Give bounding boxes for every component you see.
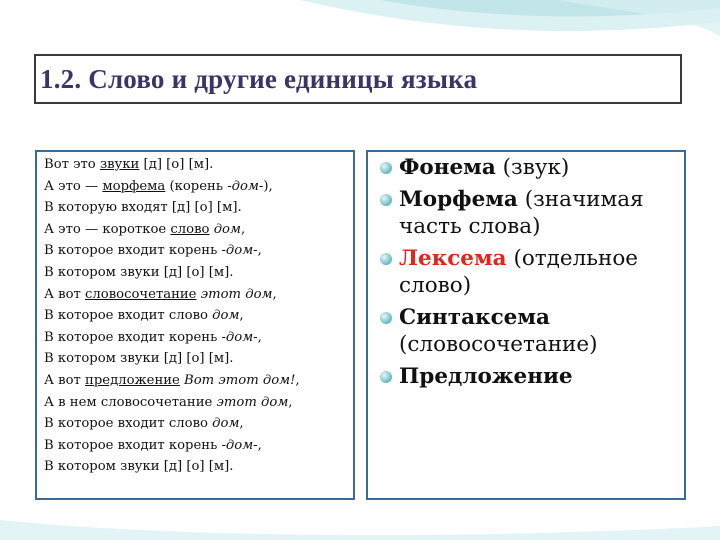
bullet-icon: [380, 253, 392, 265]
poem-line: [44, 305, 347, 327]
unit-item: [374, 186, 680, 240]
poem-tail: ,: [288, 394, 293, 410]
poem-pre: В котором звуки [д] [о] [м].: [44, 459, 234, 475]
unit-description: (звук): [495, 155, 570, 180]
poem-tail: ,: [239, 416, 244, 432]
poem-pre: В которое входит слово: [44, 416, 213, 432]
poem-pre: В которую входят [д] [о] [м].: [44, 200, 242, 216]
unit-term: Лексема: [399, 246, 507, 271]
poem-tail: ,: [257, 437, 262, 453]
poem-it: -дом-: [221, 243, 258, 259]
poem-u: морфема: [102, 178, 166, 194]
poem-lines: [44, 154, 347, 478]
bullet-icon: [380, 371, 392, 383]
units-list: [374, 154, 680, 390]
poem-box: [35, 150, 355, 500]
poem-tail: ,: [272, 286, 277, 302]
unit-term: Фонема: [399, 155, 496, 180]
poem-pre: А в нем словосочетание: [44, 394, 217, 410]
poem-it: -дом-: [221, 437, 258, 453]
poem-pre: А вот: [44, 286, 86, 302]
poem-tail: ,: [239, 308, 244, 324]
poem-line: [44, 262, 347, 284]
poem-pre: В котором звуки [д] [о] [м].: [44, 264, 234, 280]
poem-pre: В которое входит корень: [44, 243, 222, 259]
poem-post: (корень: [165, 178, 228, 194]
poem-pre: В котором звуки [д] [о] [м].: [44, 351, 234, 367]
poem-it: дом: [212, 308, 240, 324]
poem-tail: ,: [295, 372, 300, 388]
poem-line: [44, 413, 347, 435]
poem-line: [44, 176, 347, 198]
poem-tail: ,: [257, 329, 262, 345]
poem-it: -дом-: [227, 178, 264, 194]
poem-pre: А это —: [44, 178, 103, 194]
poem-u: слово: [170, 221, 210, 237]
poem-pre: А это — короткое: [44, 221, 171, 237]
unit-term: Синтаксема: [399, 305, 550, 330]
unit-term: Предложение: [399, 364, 573, 389]
poem-line: [44, 370, 347, 392]
poem-post: [д] [о] [м].: [139, 157, 214, 172]
units-box: [366, 150, 686, 500]
poem-it: -дом-: [221, 329, 258, 345]
poem-pre: В которое входит корень: [44, 329, 222, 345]
poem-line: [44, 219, 347, 241]
poem-line: [44, 240, 347, 262]
title-box: [34, 54, 682, 104]
unit-item: [374, 304, 680, 358]
poem-line: [44, 456, 347, 478]
poem-tail: ),: [263, 178, 273, 194]
poem-line: [44, 197, 347, 219]
poem-line: [44, 348, 347, 370]
poem-line: [44, 435, 347, 457]
poem-u: звуки: [99, 157, 140, 172]
poem-u: словосочетание: [85, 286, 197, 302]
poem-it: дом: [212, 416, 240, 432]
poem-line: [44, 327, 347, 349]
bullet-icon: [380, 312, 392, 324]
page-title: 1.2. Слово и другие единицы языка: [40, 63, 478, 94]
poem-pre: В которое входит корень: [44, 437, 222, 453]
bullet-icon: [380, 194, 392, 206]
poem-it: Вот этот дом!: [184, 372, 296, 388]
poem-pre: А вот: [44, 372, 86, 388]
poem-tail: ,: [257, 243, 262, 259]
poem-line: [44, 154, 347, 176]
poem-pre: В которое входит слово: [44, 308, 213, 324]
poem-it: дом: [213, 221, 241, 237]
poem-line: [44, 392, 347, 414]
unit-item: [374, 245, 680, 299]
poem-pre: Вот это: [44, 157, 100, 172]
poem-u: предложение: [85, 372, 180, 388]
unit-description: (отдельное слово): [399, 246, 638, 298]
poem-it: этот дом: [216, 394, 289, 410]
poem-it: этот дом: [200, 286, 273, 302]
unit-term: Морфема: [399, 187, 518, 212]
poem-line: [44, 284, 347, 306]
unit-description: (словосочетание): [399, 332, 598, 357]
unit-item: [374, 154, 680, 181]
unit-description: (значимая часть слова): [399, 187, 644, 239]
unit-item: [374, 363, 680, 390]
bullet-icon: [380, 162, 392, 174]
poem-tail: ,: [240, 221, 246, 237]
